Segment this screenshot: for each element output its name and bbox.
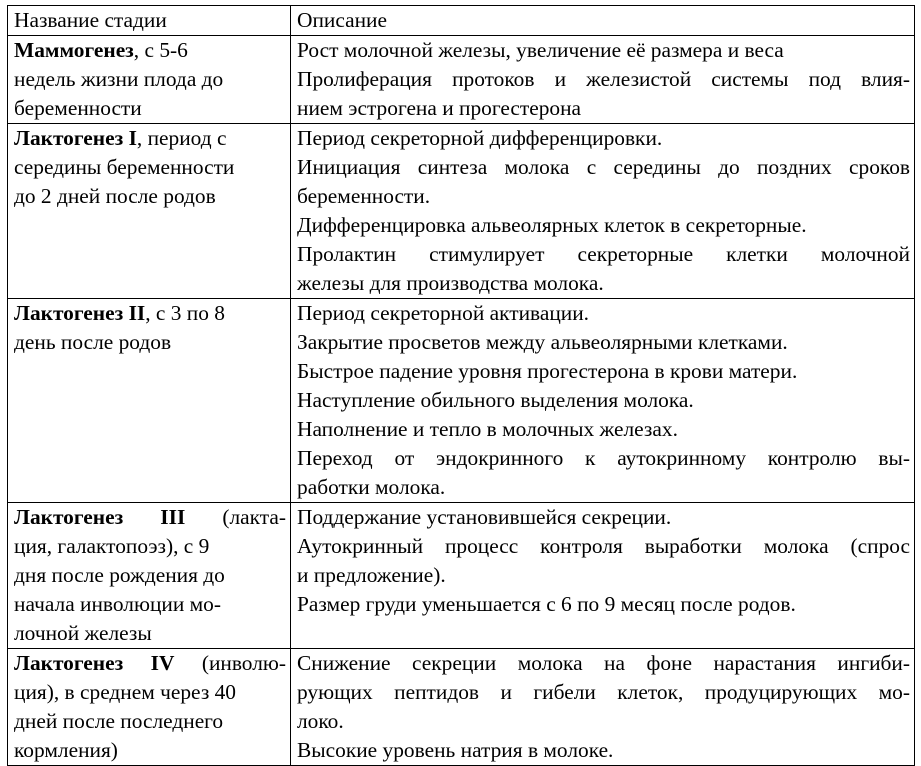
description-line: Рост молочной железы, увеличение её размера и веса xyxy=(297,38,784,62)
stage-name-first-line xyxy=(14,299,286,328)
stage-name-line: лочной железы xyxy=(14,621,152,645)
stage-name-first-line xyxy=(14,503,286,532)
table-row xyxy=(8,503,915,649)
lactation-stages-table xyxy=(7,5,915,766)
stage-name-cell xyxy=(8,124,291,299)
description-line: Пролактин стимулирует секреторные клетки молочной xyxy=(297,242,910,266)
header-description-text: Описание xyxy=(297,8,387,32)
description-line: нием эстрогена и прогестерона xyxy=(297,96,582,120)
header-stage-name-text: Название стадии xyxy=(14,8,167,32)
description-line: Закрытие просветов между альвеолярными клетками. xyxy=(297,330,788,354)
description-line: Наполнение и тепло в молочных железах. xyxy=(297,417,678,441)
stage-name-line: ция, галактопоэз), с 9 xyxy=(14,534,210,558)
description-line: Поддержание установившейся секреции. xyxy=(297,505,672,529)
stage-name-rest: , период с xyxy=(136,126,227,150)
stage-name-rest: , с 3 по 8 xyxy=(145,301,225,325)
description-line: Период секреторной активации. xyxy=(297,301,590,325)
stage-description-cell xyxy=(291,503,915,649)
header-description xyxy=(291,6,915,36)
stage-name-rest: , с 5-6 xyxy=(133,38,188,62)
table-row xyxy=(8,299,915,503)
table-row xyxy=(8,124,915,299)
stage-name-line: середины беременности xyxy=(14,155,235,179)
table-row xyxy=(8,649,915,766)
stage-name-rest: (инволю- xyxy=(174,651,287,675)
stage-name-first-line xyxy=(14,36,286,65)
stage-name-line: начала инволюции мо- xyxy=(14,592,222,616)
stage-name-line: беременности xyxy=(14,96,142,120)
stage-name-cell xyxy=(8,299,291,503)
stage-name-bold: Лактогенез II xyxy=(14,301,146,325)
stage-description-cell xyxy=(291,36,915,124)
stage-name-bold: Лактогенез IV xyxy=(14,651,175,675)
description-line: Высокие уровень натрия в молоке. xyxy=(297,738,614,762)
description-line: Размер груди уменьшается с 6 по 9 месяц после родов. xyxy=(297,592,796,616)
table-header-row xyxy=(8,6,915,36)
stage-name-line: дней после последнего xyxy=(14,709,224,733)
description-line: Аутокринный процесс контроля выработки молока (спрос xyxy=(297,534,910,558)
stage-name-cell xyxy=(8,36,291,124)
stage-name-line: недель жизни плода до xyxy=(14,67,224,91)
stage-name-bold: Маммогенез xyxy=(14,38,134,62)
description-line: и предложение). xyxy=(297,563,446,587)
stage-name-line: день после родов xyxy=(14,330,172,354)
description-line: Инициация синтеза молока с середины до поздних сроков xyxy=(297,155,910,179)
description-line: Дифференцировка альвеолярных клеток в секреторные. xyxy=(297,213,807,237)
stage-name-cell xyxy=(8,649,291,766)
stage-name-line: ция), в среднем через 40 xyxy=(14,680,237,704)
description-line: рующих пептидов и гибели клеток, продуцирующих мо- xyxy=(297,680,910,704)
stage-name-rest: (лакта- xyxy=(185,505,286,529)
stage-name-line: дня после рождения до xyxy=(14,563,225,587)
description-line: Пролиферация протоков и железистой системы под влия- xyxy=(297,67,910,91)
description-line: Переход от эндокринного к аутокринному контролю вы- xyxy=(297,446,910,470)
header-stage-name xyxy=(8,6,291,36)
description-line: Период секреторной дифференцировки. xyxy=(297,126,663,150)
stage-name-line: кормления) xyxy=(14,738,118,762)
description-line: работки молока. xyxy=(297,475,446,499)
description-line: Снижение секреции молока на фоне нарастания ингиби- xyxy=(297,651,910,675)
description-line: Быстрое падение уровня прогестерона в крови матери. xyxy=(297,359,798,383)
description-line: Наступление обильного выделения молока. xyxy=(297,388,694,412)
stage-description-cell xyxy=(291,124,915,299)
stage-description-cell xyxy=(291,299,915,503)
stage-description-cell xyxy=(291,649,915,766)
stage-name-first-line xyxy=(14,649,286,678)
description-line: железы для производства молока. xyxy=(297,271,604,295)
stage-name-line: до 2 дней после родов xyxy=(14,184,216,208)
stage-name-cell xyxy=(8,503,291,649)
stage-name-first-line xyxy=(14,124,286,153)
stage-name-bold: Лактогенез I xyxy=(14,126,137,150)
stage-name-bold: Лактогенез III xyxy=(14,505,186,529)
table-row xyxy=(8,36,915,124)
description-line: беременности. xyxy=(297,184,431,208)
description-line: локо. xyxy=(297,709,344,733)
